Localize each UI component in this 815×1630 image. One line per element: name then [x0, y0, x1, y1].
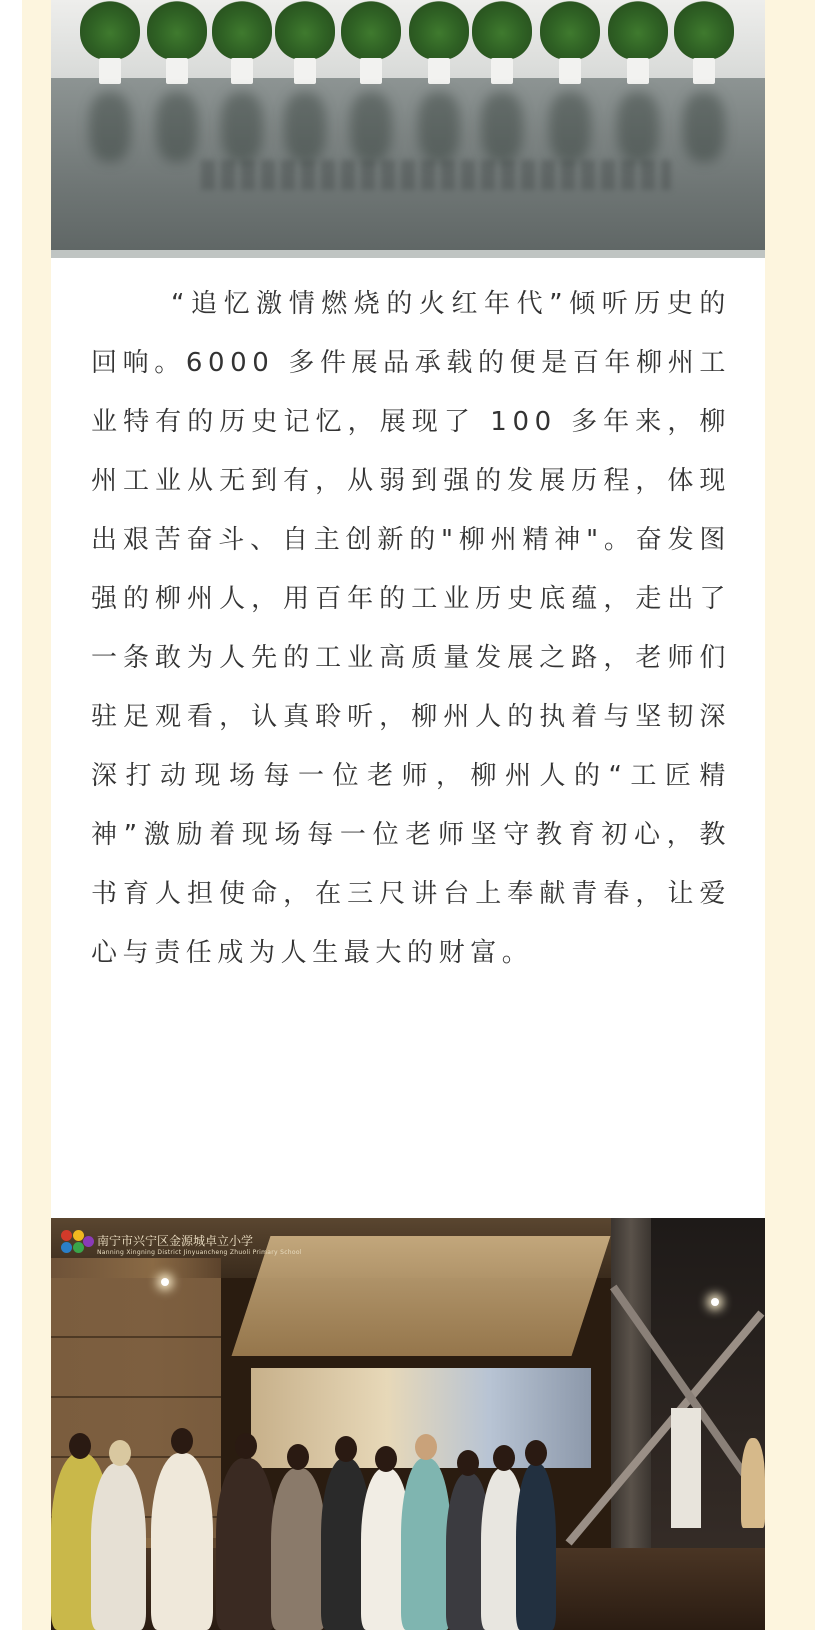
- school-logo: [61, 1230, 95, 1264]
- photo-info-sign: [671, 1408, 701, 1528]
- visitor-head: [493, 1445, 515, 1471]
- potted-plant: [336, 0, 406, 90]
- visitor-head: [335, 1436, 357, 1462]
- article-card: [51, 0, 765, 1630]
- ceiling-spotlight: [161, 1278, 169, 1286]
- potted-plant: [142, 0, 212, 90]
- visitor-head: [235, 1433, 257, 1459]
- potted-plant: [669, 0, 739, 90]
- visitor-head: [69, 1433, 91, 1459]
- visitor: [271, 1468, 326, 1630]
- visitor: [401, 1458, 451, 1630]
- potted-plant: [535, 0, 605, 90]
- potted-plant: [207, 0, 277, 90]
- exhibit-figure: [741, 1438, 765, 1528]
- visitor: [516, 1463, 556, 1630]
- article-paragraph: “追忆激情燃烧的火红年代”倾听历史的回响。6000 多件展品承载的便是百年柳州工业特有的历史记忆，展现了 100 多年来，柳州工业从无到有，从弱到强的发展历程，体现出艰苦奋斗、自主创新的"柳州精神"。奋发图强的柳州人，用百年的工业历史底蕴，走出了一条敢为人先的工业高质量发展之路，老师们驻足观看，认真聆听，柳州人的执着与坚韧深深打动现场每一位老师，柳州人的“工匠精神”激励着现场每一位老师坚守教育初心，教书育人担使命，在三尺讲台上奉献青春，让爱心与责任成为人生最大的财富。: [91, 289, 731, 968]
- potted-plant: [75, 0, 145, 90]
- visitor: [91, 1463, 146, 1630]
- photo-museum-visit: [51, 1218, 765, 1630]
- visitor-head: [457, 1450, 479, 1476]
- potted-plant: [404, 0, 474, 90]
- visitor-head: [415, 1434, 437, 1460]
- visitor-head: [109, 1440, 131, 1466]
- ceiling-spotlight: [711, 1298, 719, 1306]
- photo-plants-corridor: [51, 0, 765, 258]
- photo-base: [51, 250, 765, 258]
- visitor-head: [375, 1446, 397, 1472]
- left-border-strip: [0, 0, 22, 1630]
- visitor-head: [171, 1428, 193, 1454]
- visitor: [151, 1453, 213, 1630]
- school-watermark: 南宁市兴宁区金源城卓立小学: [97, 1234, 254, 1248]
- school-watermark-en: Nanning Xingning District Jinyuancheng Zhuoli Primary School: [97, 1249, 302, 1256]
- potted-plant: [270, 0, 340, 90]
- visitor-head: [525, 1440, 547, 1466]
- photo-floor-reflection: [201, 160, 671, 190]
- article-text: [91, 275, 731, 983]
- visitor-head: [287, 1444, 309, 1470]
- potted-plant: [603, 0, 673, 90]
- potted-plant: [467, 0, 537, 90]
- visitor: [216, 1458, 276, 1630]
